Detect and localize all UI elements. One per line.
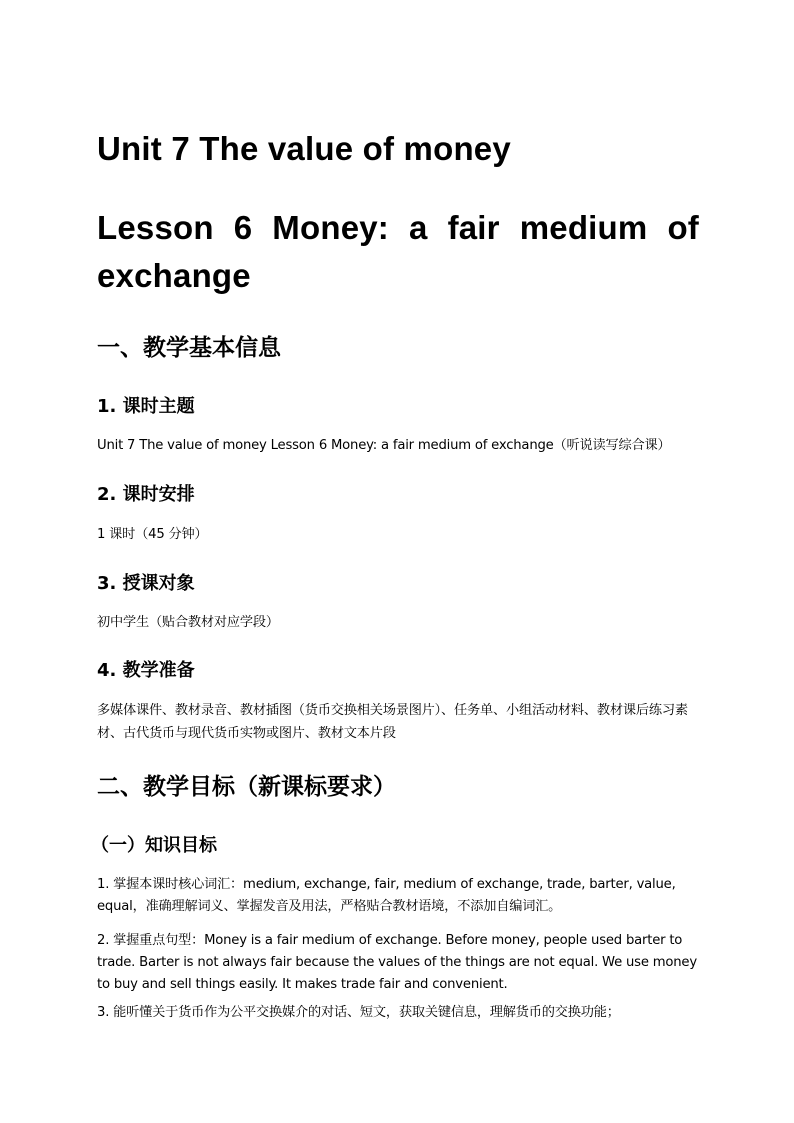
item-heading-preparation: 4. 教学准备	[97, 660, 195, 681]
objective-point-2: 2. 掌握重点句型：Money is a fair medium of exchange. Before money, people used barter to trade. Barter is not always fair because the values of the things are not equal. We use money to buy and sell things easily. It makes trade fair and convenient.	[97, 933, 697, 992]
section-heading-objectives: 二、教学目标（新课标要求）	[97, 774, 396, 800]
objective-point-1: 1. 掌握本课时核心词汇：medium, exchange, fair, medium of exchange, trade, barter, value, equal，准确理解词义、掌握发音及用法，严格贴合教材语境，不添加自编词汇。	[97, 877, 676, 914]
item-text-topic: Unit 7 The value of money Lesson 6 Money: a fair medium of exchange（听说读写综合课）	[97, 438, 671, 453]
item-text-audience: 初中学生（贴合教材对应学段）	[97, 615, 279, 630]
item-heading-topic: 1. 课时主题	[97, 396, 195, 417]
section-heading-basic-info: 一、教学基本信息	[97, 335, 281, 361]
lesson-title: Lesson 6 Money: a fair medium of exchange	[97, 209, 699, 294]
objective-point-3: 3. 能听懂关于货币作为公平交换媒介的对话、短文，获取关键信息，理解货币的交换功能；	[97, 1005, 620, 1020]
item-text-schedule: 1 课时（45 分钟）	[97, 527, 208, 542]
item-heading-schedule: 2. 课时安排	[97, 484, 195, 505]
item-text-preparation: 多媒体课件、教材录音、教材插图（货币交换相关场景图片）、任务单、小组活动材料、教材课后练习素材、古代货币与现代货币实物或图片、教材文本片段	[97, 703, 688, 741]
item-heading-audience: 3. 授课对象	[97, 573, 195, 594]
subsection-heading-knowledge: （一）知识目标	[91, 835, 217, 856]
unit-title: Unit 7 The value of money	[97, 130, 511, 167]
